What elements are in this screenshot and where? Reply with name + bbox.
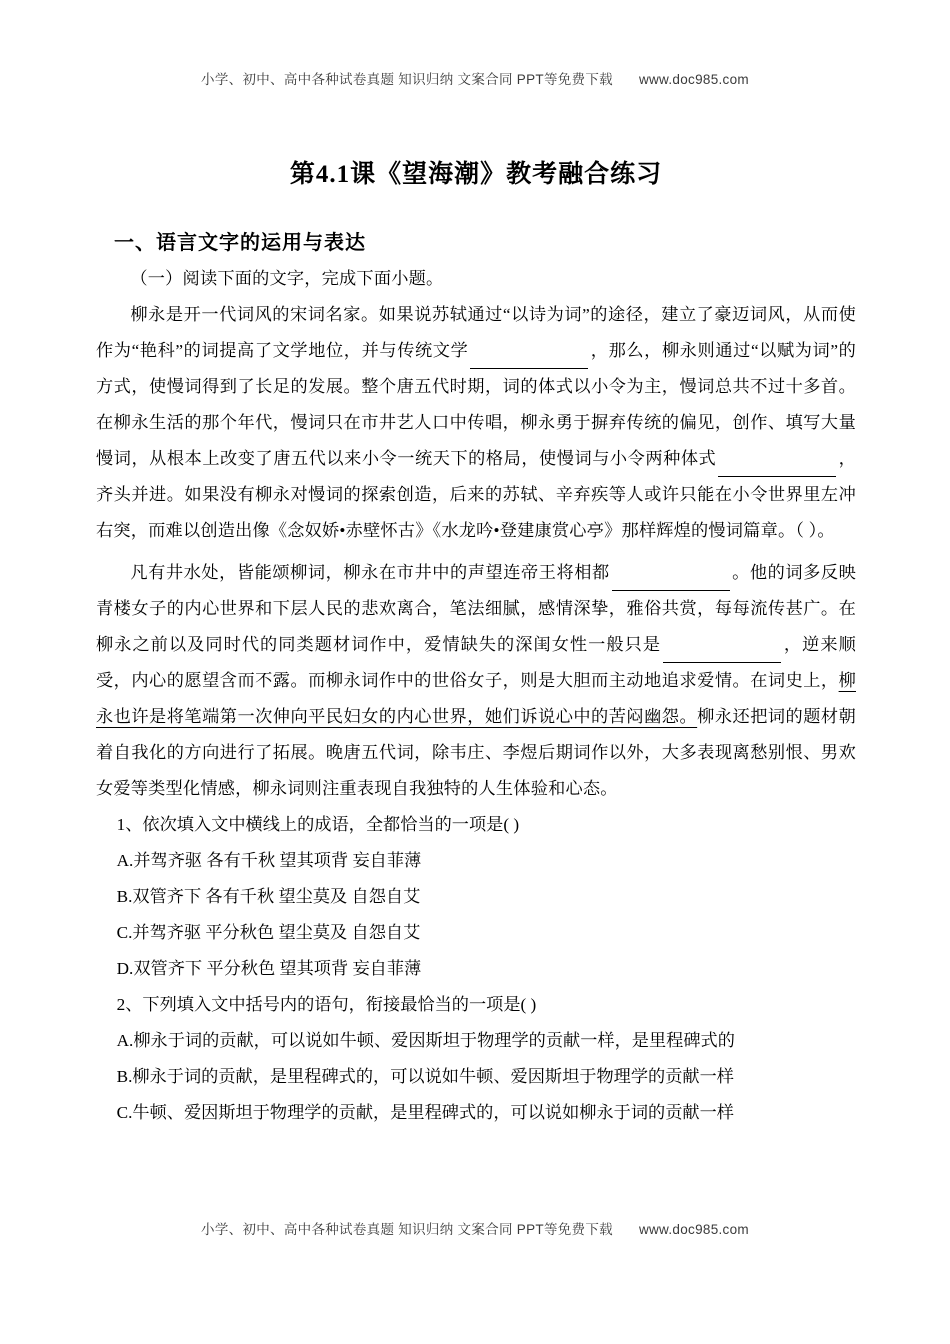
document-body: [96, 140, 856, 1131]
question-2-option-c[interactable]: C.牛顿、爱因斯坦于物理学的贡献，是里程碑式的，可以说如柳永于词的贡献一样: [116, 1103, 734, 1122]
passage-2-part-a: 凡有井水处，皆能颂柳词，柳永在市井中的声望连帝王将相都: [130, 563, 610, 582]
question-1-option-b[interactable]: B.双管齐下 各有千秋 望尘莫及 自怨自艾: [116, 887, 421, 906]
section-heading-1: 一、语言文字的运用与表达: [114, 232, 366, 254]
footer-note-right: www.doc985.com: [638, 1222, 749, 1237]
passage-1-part-a: 柳永是开一代词风的宋词名家。如果说苏轼通过“以诗为词”的途径，建立了豪迈词风，从而使作为“艳科”的词提高了文学地位，并与传统文学: [96, 305, 856, 360]
page-footer-note: [0, 1218, 950, 1238]
question-2-stem: 2、下列填入文中括号内的语句，衔接最恰当的一项是( ): [116, 995, 537, 1014]
fill-blank-4: [663, 642, 781, 663]
header-note-left: 小学、初中、高中各种试卷真题 知识归纳 文案合同 PPT等免费下载: [201, 72, 613, 87]
question-2-option-b[interactable]: B.柳永于词的贡献，是里程碑式的，可以说如牛顿、爱因斯坦于物理学的贡献一样: [116, 1067, 734, 1086]
fill-blank-1: [470, 348, 588, 369]
footer-note-left: 小学、初中、高中各种试卷真题 知识归纳 文案合同 PPT等免费下载: [201, 1222, 613, 1237]
page-header-note: [0, 68, 950, 88]
fill-blank-3: [612, 570, 730, 591]
question-2-option-a[interactable]: A.柳永于词的贡献，可以说如牛顿、爱因斯坦于物理学的贡献一样，是里程碑式的: [116, 1031, 735, 1050]
passage-1-part-c: ，齐头并进。如果没有柳永对慢词的探索创造，后来的苏轼、辛弃疾等人或许只能在小令世界里左冲右突，而难以创造出像《念奴娇•赤壁怀古》《水龙吟•登建康赏心亭》那样辉煌的慢词篇章。（ ）。: [96, 449, 856, 540]
question-1-option-d[interactable]: D.双管齐下 平分秋色 望其项背 妄自菲薄: [116, 959, 422, 978]
reading-instruction: （一）阅读下面的文字，完成下面小题。: [130, 269, 444, 288]
passage-1-part-b: ，那么，柳永则通过“以赋为词”的方式，使慢词得到了长足的发展。整个唐五代时期，词的体式以小令为主，慢词总共不过十多首。在柳永生活的那个年代，慢词只在市井艺人口中传唱，柳永勇于摒弃传统的偏见，创作、填写大量慢词，从根本上改变了唐五代以来小令一统天下的格局，使慢词与小令两种体式: [96, 341, 856, 468]
passage-2-part-b: 。他的词多反映青楼女子的内心世界和下层人民的悲欢离合，笔法细腻，感情深挚，雅俗共赏，每每流传甚广。在柳永之前以及同时代的同类题材词作中，爱情缺失的深闺女性一般只是: [96, 563, 857, 654]
passage-2-underlined-sentence: 柳永也许是将笔端第一次伸向平民妇女的内心世界，她们诉说心中的苦闷幽怨。: [96, 671, 856, 726]
passage-2-part-c: ，逆来顺受，内心的愿望含而不露。而柳永词作中的世俗女子，则是大胆而主动地追求爱情。在词史上，: [96, 635, 856, 690]
header-note-right: www.doc985.com: [638, 72, 749, 87]
page-title: 第4.1课《望海潮》教考融合练习: [289, 161, 663, 188]
question-1-option-a[interactable]: A.并驾齐驱 各有千秋 望其项背 妄自菲薄: [116, 851, 422, 870]
question-1-option-c[interactable]: C.并驾齐驱 平分秋色 望尘莫及 自怨自艾: [116, 923, 421, 942]
passage-paragraph-1: [96, 297, 856, 549]
passage-2-part-d: 柳永还把词的题材朝着自我化的方向进行了拓展。晚唐五代词，除韦庄、李煜后期词作以外，大多表现离愁别恨、男欢女爱等类型化情感，柳永词则注重表现自我独特的人生体验和心态。: [96, 707, 856, 798]
passage-paragraph-2: [96, 555, 856, 807]
question-1-stem: 1、依次填入文中横线上的成语，全都恰当的一项是( ): [116, 815, 520, 834]
fill-blank-2: [718, 456, 836, 477]
